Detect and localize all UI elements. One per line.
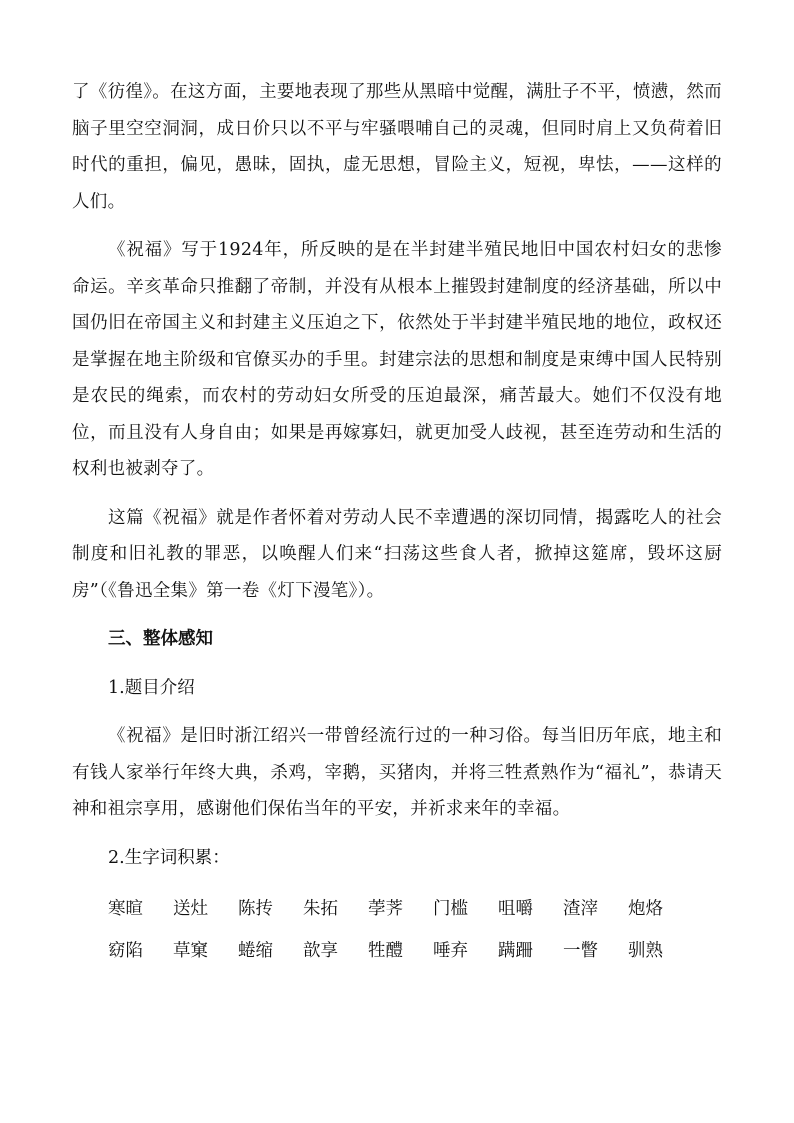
vocab-item: 咀嚼: [498, 898, 533, 919]
vocab-item: 陈抟: [238, 898, 273, 919]
paragraph-intro: 《祝福》是旧时浙江绍兴一带曾经流行过的一种习俗。每当旧历年底，地主和有钱人家举行年终大典，杀鸡，宰鹅，买猪肉，并将三牲煮熟作为“福礼”，恭请天神和祖宗享用，感谢他们保佑当年的平安，并祈求来年的幸福。: [72, 726, 722, 819]
vocab-item: 门槛: [433, 898, 468, 919]
subheading-vocab: 2.生字词积累：: [108, 847, 230, 868]
vocab-row: [72, 886, 722, 928]
vocab-item: 唾弃: [433, 940, 468, 961]
vocab-item: 炮烙: [628, 898, 663, 919]
vocab-item: 寒暄: [108, 898, 143, 919]
vocab-item: 渣滓: [563, 898, 598, 919]
vocab-list: [72, 886, 722, 970]
vocab-item: 蜷缩: [238, 940, 273, 961]
vocab-item: 牲醴: [368, 940, 403, 961]
paragraph-1: 了《彷徨》。在这方面，主要地表现了那些从黑暗中觉醒，满肚子不平，愤懑，然而脑子里空空洞洞，成日价只以不平与牢骚喂哺自己的灵魂，但同时肩上又负荷着旧时代的重担，偏见，愚昧，固执，虚无思想，冒险主义，短视，卑怯，——这样的人们。: [72, 82, 722, 212]
section-heading: 三、整体感知: [108, 629, 213, 649]
vocab-row: [72, 928, 722, 970]
vocab-item: 草窠: [173, 940, 208, 961]
vocab-item: 荸荠: [368, 898, 403, 919]
paragraph-2: 《祝福》写于1924年，所反映的是在半封建半殖民地旧中国农村妇女的悲惨命运。辛亥革命只推翻了帝制，并没有从根本上摧毁封建制度的经济基础，所以中国仍旧在帝国主义和封建主义压迫之下，依然处于半封建半殖民地的地位，政权还是掌握在地主阶级和官僚买办的手里。封建宗法的思想和制度是束缚中国人民特别是农民的绳索，而农村的劳动妇女所受的压迫最深，痛苦最大。她们不仅没有地位，而且没有人身自由；如果是再嫁寡妇，就更加受人歧视，甚至连劳动和生活的权利也被剥夺了。: [72, 240, 722, 479]
subheading-title-intro: 1.题目介绍: [108, 677, 195, 698]
vocab-item: 送灶: [173, 898, 208, 919]
vocab-item: 歆享: [303, 940, 338, 961]
vocab-item: 一瞥: [563, 940, 598, 961]
vocab-item: 朱拓: [303, 898, 338, 919]
vocab-item: 驯熟: [628, 940, 663, 961]
paragraph-3: 这篇《祝福》就是作者怀着对劳动人民不幸遭遇的深切同情，揭露吃人的社会制度和旧礼教的罪恶，以唤醒人们来“扫荡这些食人者，掀掉这筵席，毁坏这厨房”（《鲁迅全集》第一卷《灯下漫笔》）。: [72, 507, 722, 601]
vocab-item: 窈陷: [108, 940, 143, 961]
vocab-item: 蹒跚: [498, 940, 533, 961]
